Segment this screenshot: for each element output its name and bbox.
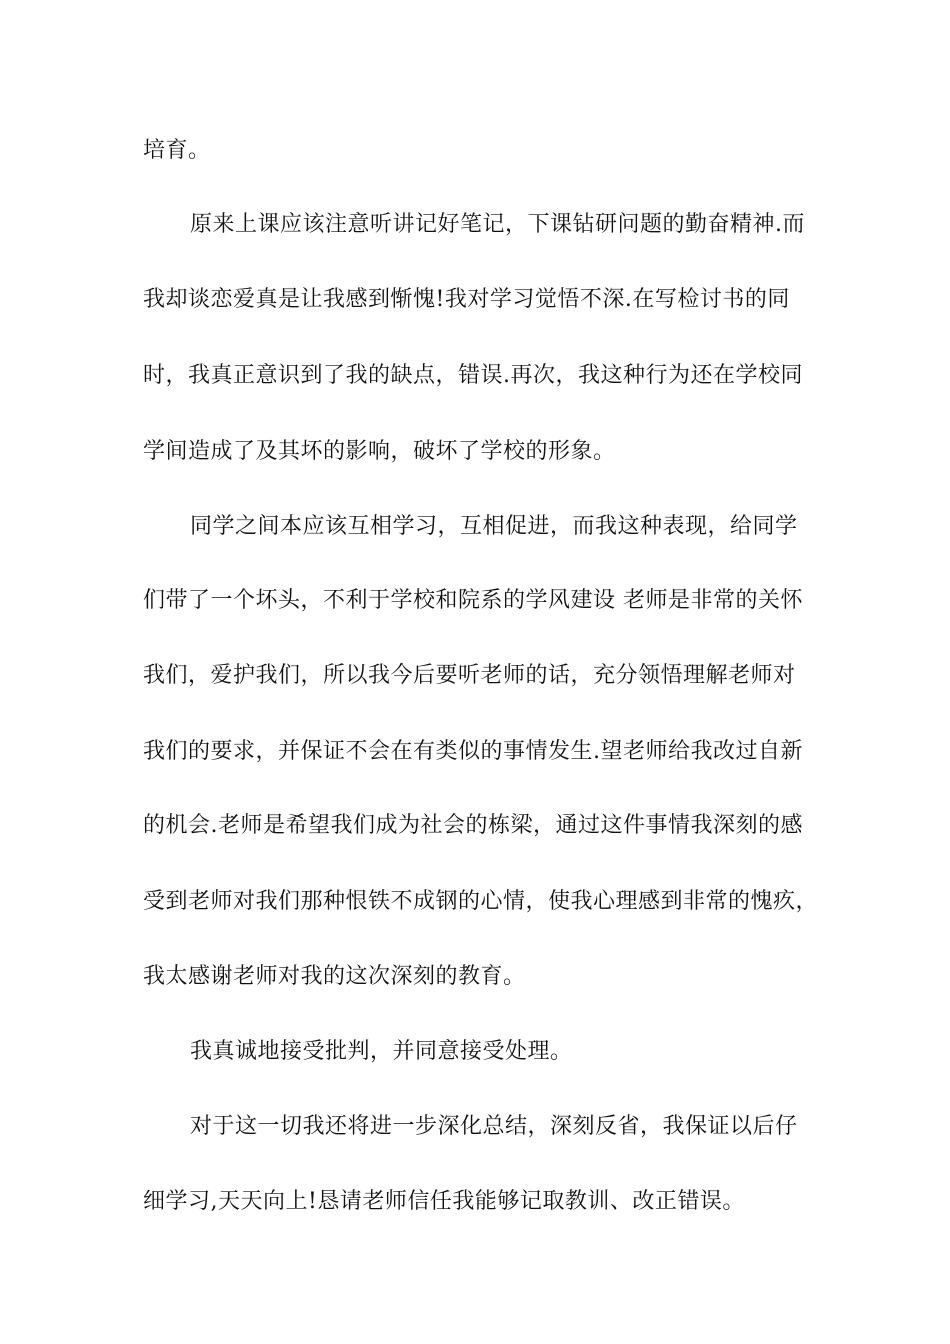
text-line: 学间造成了及其坏的影响，破坏了学校的形象。 xyxy=(143,439,616,464)
text-line: 我太感谢老师对我的这次深刻的教育。 xyxy=(143,964,526,989)
text-line: 受到老师对我们那种恨铁不成钢的心情，使我心理感到非常的愧疚， xyxy=(143,889,819,914)
paragraph-start-line: 我真诚地接受批判，并同意接受处理。 xyxy=(190,1039,573,1064)
paragraph-start-line: 同学之间本应该互相学习，互相促进，而我这种表现，给同学 xyxy=(190,514,798,539)
text-line: 时，我真正意识到了我的缺点，错误.再次，我这种行为还在学校同 xyxy=(143,363,803,388)
text-line: 我们，爱护我们，所以我今后要听老师的话，充分领悟理解老师对 xyxy=(143,663,796,688)
text-line: 我们的要求，并保证不会在有类似的事情发生.望老师给我改过自新 xyxy=(143,739,803,764)
text-line: 我却谈恋爱真是让我感到惭愧!我对学习觉悟不深.在写检讨书的同 xyxy=(143,287,790,312)
text-line: 细学习,天天向上!恳请老师信任我能够记取教训、改正错误。 xyxy=(143,1189,745,1214)
text-line: 们带了一个坏头，不利于学校和院系的学风建设 老师是非常的关怀 xyxy=(143,588,803,613)
paragraph-start-line: 原来上课应该注意听讲记好笔记，下课钻研问题的勤奋精神.而 xyxy=(190,212,805,237)
text-line: 培育。 xyxy=(143,138,211,163)
paragraph-start-line: 对于这一切我还将进一步深化总结，深刻反省，我保证以后仔 xyxy=(190,1114,798,1139)
text-line: 的机会.老师是希望我们成为社会的栋梁，通过这件事情我深刻的感 xyxy=(143,813,803,838)
